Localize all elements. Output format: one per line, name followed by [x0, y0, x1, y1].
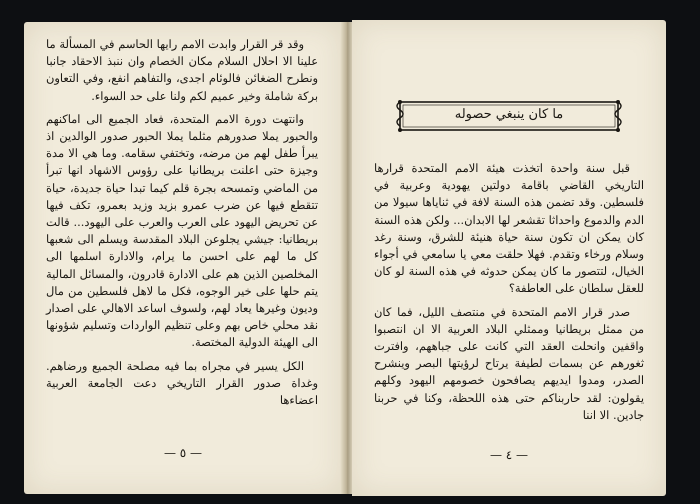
book-spread: [14, 22, 678, 494]
left-paragraph-1: وقد قر القرار وابدت الامم رايها الحاسم في المسألة ما علينا الا احلال السلام مكان الخصام وان ننبذ الاحقاد جانبا ونطرح الضغائن فالوئام اجدى، والتفاهم انفع، وفي التعاون بركة شاملة وخير عميم لكم ولنا على حد السواء.: [46, 37, 318, 103]
right-paragraph-2: صدر قرار الامم المتحدة في منتصف الليل، فما كان من ممثل بريطانيا وممثلي البلاد العربية الا ان انتصبوا واقفين وانحلت العقد التي كانت على جباههم، وافترت ثغورهم عن بسمات لطيفة يرتاح لرؤيتها البصر وينشرح الصدر، ومدوا ايديهم يصافحون خصومهم اليهود وكلهم يقولون: لقد حاربناكم حتى هذه اللحظة، وكنا في حربنا جادين. الا اننا: [374, 304, 644, 422]
right-page-number: — ٤ —: [489, 448, 529, 462]
chapter-title: ما كان ينبغي حصوله: [454, 107, 564, 122]
right-page: [352, 20, 666, 496]
left-page: [24, 22, 342, 494]
right-page-body: [374, 160, 644, 430]
right-paragraph-1: قبل سنة واحدة اتخذت هيئة الامم المتحدة قرارها التاريخي القاضي باقامة دولتين يهودية وعربية في فلسطين. وقد تضمن هذه السنة لافة في ثناياها سيولا من الدم والدموع واحداثا تقشعر لها الابدان... ولكن هذه السنة كان يمكن ان تكون سنة حياة هنيئة للشرق، وسنة رغد وسلام ورخاء وتقدم. فهلا حلقت معي يا سامعي في أجواء الخيال، لتتصور ما كان يمكن حدوثه في هذه السنة لو كان للعقل سلطان على العاطفة؟: [374, 161, 644, 296]
left-page-body: [46, 36, 318, 415]
left-paragraph-3: الكل يسير في مجراه بما فيه مصلحة الجميع ورضاهم. وغداة صدور القرار التاريخي دعت الجامعة العربية اعضاءها: [46, 358, 318, 408]
title-ornament-frame: [394, 98, 624, 134]
left-page-number: — ٥ —: [163, 446, 203, 460]
left-paragraph-2: وانتهت دورة الامم المتحدة، فعاد الجميع الى اماكنهم والحبور يملا صدورهم مثلما يملا الحبور صدور الوالدين اذ يبرأ طفل لهم من مرضه، وتختفي سقامه. وما هي الا مدة وجيزة حتى اعلنت بريطانيا على رؤوس الاشهاد انها تبرأ من الماضي وتمسحه بجرة قلم كيما تبدا حياة جديدة، حياة تتقطع فيها عن ضرب عمرو بزيد وزيد بعمرو، تكف فيها عن تحريض اليهود على العرب والعرب على اليهود... قالت بريطانيا: جيشي يجلوعن البلاد المقدسة ويسلم الى شعبها كل ما لهم على احسن ما يرام، والادارة اسلمها الى المخلصين الذين هم على الادارة قادرون، والمسائل المالية يتم حلها على خير الوجوه، فكل ما لاهل فلسطين من مال وديون وغيرها يعاد لهم، ولسوف اساعد الاهالي على اصدار نقد محلي خاص بهم وعلى تنظيم الواردات وتسليم شؤونها الى الهيئة الدولية المختصة.: [46, 111, 318, 350]
